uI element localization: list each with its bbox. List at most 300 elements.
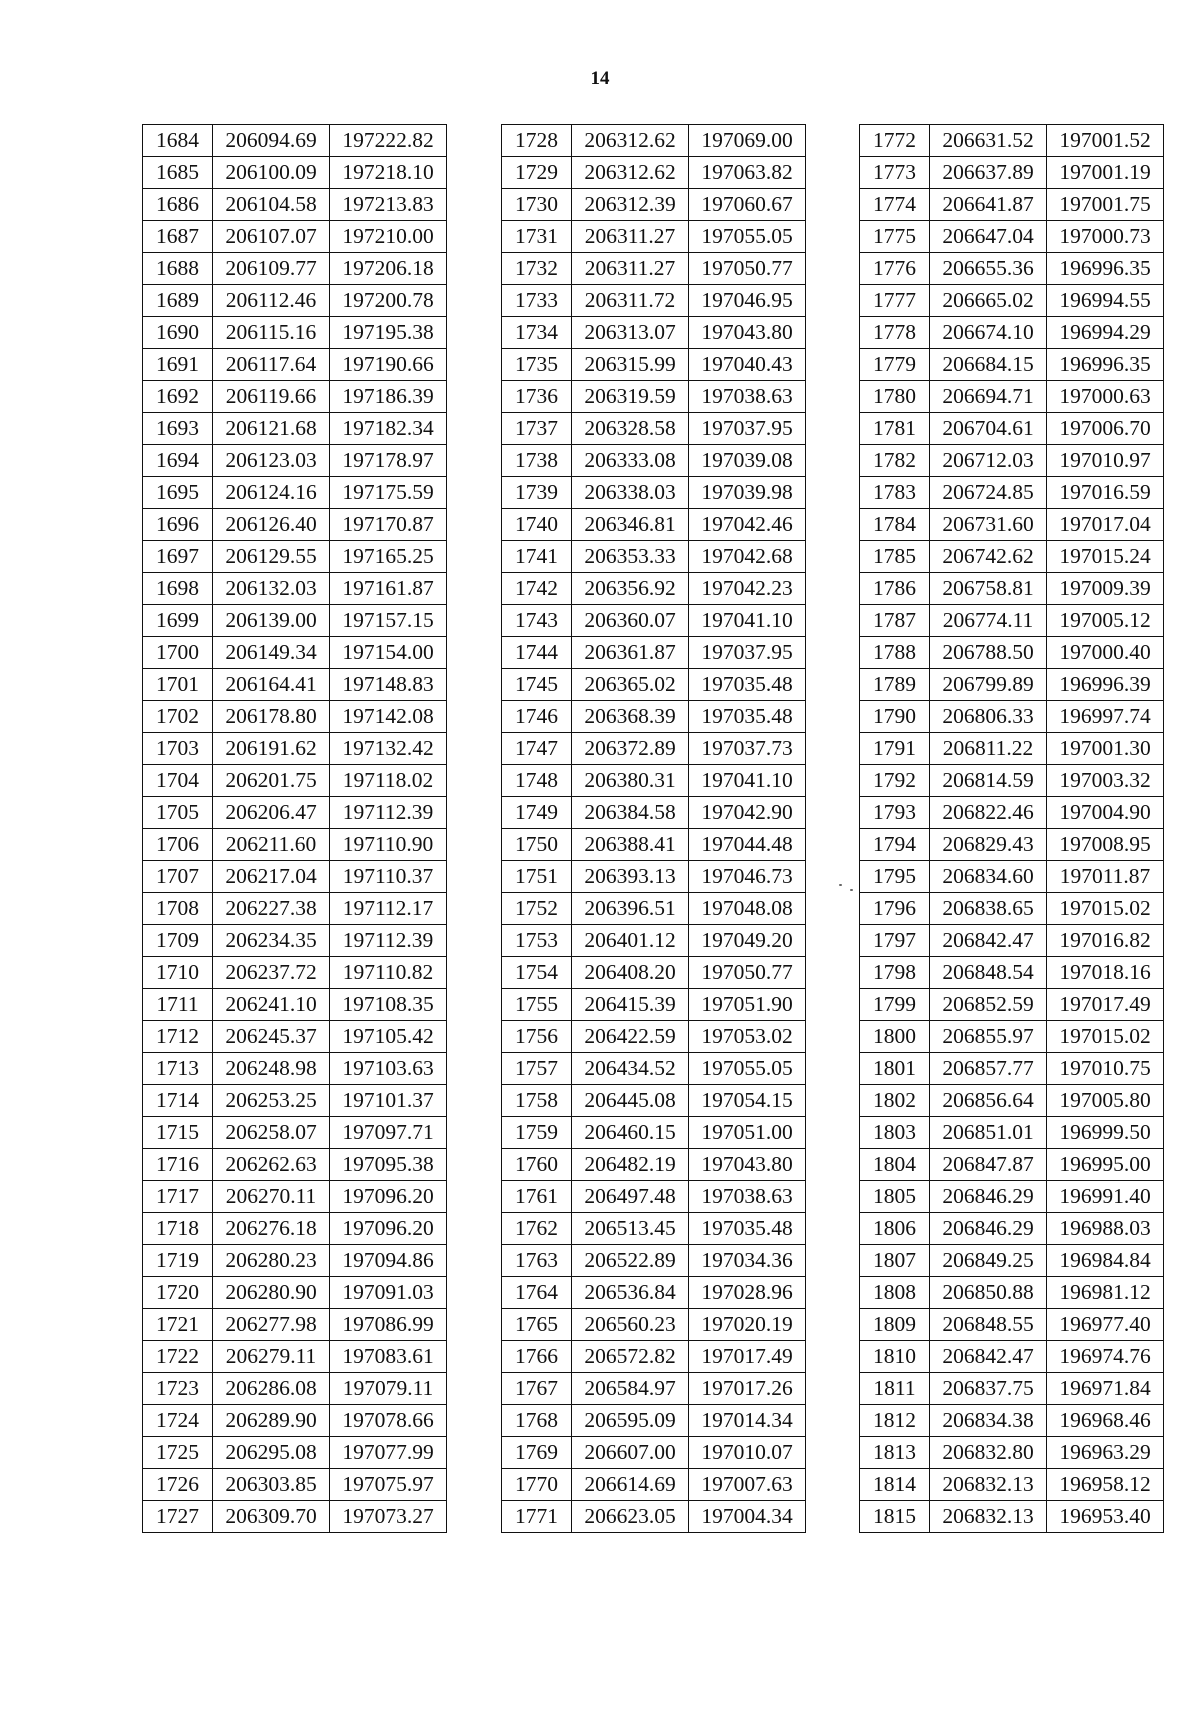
y-coordinate-cell: 197178.97 bbox=[330, 445, 447, 477]
y-coordinate-cell: 197213.83 bbox=[330, 189, 447, 221]
x-coordinate-cell: 206368.39 bbox=[572, 701, 689, 733]
point-number-cell: 1747 bbox=[502, 733, 572, 765]
point-number-cell: 1782 bbox=[860, 445, 930, 477]
y-coordinate-cell: 197079.11 bbox=[330, 1373, 447, 1405]
table-row bbox=[860, 1277, 1164, 1309]
x-coordinate-cell: 206117.64 bbox=[213, 349, 330, 381]
point-number-cell: 1806 bbox=[860, 1213, 930, 1245]
table-row bbox=[502, 733, 806, 765]
x-coordinate-cell: 206132.03 bbox=[213, 573, 330, 605]
x-coordinate-cell: 206388.41 bbox=[572, 829, 689, 861]
x-coordinate-cell: 206846.29 bbox=[930, 1181, 1047, 1213]
y-coordinate-cell: 197069.00 bbox=[689, 125, 806, 157]
x-coordinate-cell: 206731.60 bbox=[930, 509, 1047, 541]
table-row bbox=[860, 637, 1164, 669]
table-row bbox=[860, 1341, 1164, 1373]
table-row bbox=[860, 989, 1164, 1021]
y-coordinate-cell: 196963.29 bbox=[1047, 1437, 1164, 1469]
x-coordinate-cell: 206834.38 bbox=[930, 1405, 1047, 1437]
y-coordinate-cell: 197170.87 bbox=[330, 509, 447, 541]
table-row bbox=[143, 1245, 447, 1277]
point-number-cell: 1706 bbox=[143, 829, 213, 861]
table-row bbox=[502, 477, 806, 509]
y-coordinate-cell: 197042.68 bbox=[689, 541, 806, 573]
table-row bbox=[143, 1309, 447, 1341]
y-coordinate-cell: 197175.59 bbox=[330, 477, 447, 509]
x-coordinate-cell: 206832.13 bbox=[930, 1501, 1047, 1533]
y-coordinate-cell: 197017.49 bbox=[689, 1341, 806, 1373]
table-row bbox=[502, 413, 806, 445]
x-coordinate-cell: 206832.13 bbox=[930, 1469, 1047, 1501]
table-row bbox=[143, 637, 447, 669]
x-coordinate-cell: 206248.98 bbox=[213, 1053, 330, 1085]
point-number-cell: 1776 bbox=[860, 253, 930, 285]
y-coordinate-cell: 197050.77 bbox=[689, 253, 806, 285]
x-coordinate-cell: 206788.50 bbox=[930, 637, 1047, 669]
point-number-cell: 1791 bbox=[860, 733, 930, 765]
x-coordinate-cell: 206684.15 bbox=[930, 349, 1047, 381]
y-coordinate-cell: 197073.27 bbox=[330, 1501, 447, 1533]
point-number-cell: 1689 bbox=[143, 285, 213, 317]
y-coordinate-cell: 197038.63 bbox=[689, 381, 806, 413]
point-number-cell: 1744 bbox=[502, 637, 572, 669]
point-number-cell: 1781 bbox=[860, 413, 930, 445]
y-coordinate-cell: 197063.82 bbox=[689, 157, 806, 189]
table-row bbox=[143, 221, 447, 253]
x-coordinate-cell: 206631.52 bbox=[930, 125, 1047, 157]
x-coordinate-cell: 206258.07 bbox=[213, 1117, 330, 1149]
x-coordinate-cell: 206857.77 bbox=[930, 1053, 1047, 1085]
x-coordinate-cell: 206312.62 bbox=[572, 157, 689, 189]
x-coordinate-cell: 206279.11 bbox=[213, 1341, 330, 1373]
table-row bbox=[143, 285, 447, 317]
y-coordinate-cell: 197043.80 bbox=[689, 317, 806, 349]
y-coordinate-cell: 197001.30 bbox=[1047, 733, 1164, 765]
x-coordinate-cell: 206315.99 bbox=[572, 349, 689, 381]
point-number-cell: 1700 bbox=[143, 637, 213, 669]
y-coordinate-cell: 197000.73 bbox=[1047, 221, 1164, 253]
x-coordinate-cell: 206356.92 bbox=[572, 573, 689, 605]
table-row bbox=[502, 1437, 806, 1469]
point-number-cell: 1810 bbox=[860, 1341, 930, 1373]
point-number-cell: 1766 bbox=[502, 1341, 572, 1373]
table-row bbox=[502, 989, 806, 1021]
table-row bbox=[860, 285, 1164, 317]
coordinate-table-3 bbox=[859, 124, 1164, 1533]
y-coordinate-cell: 196974.76 bbox=[1047, 1341, 1164, 1373]
table-row bbox=[143, 1373, 447, 1405]
x-coordinate-cell: 206311.27 bbox=[572, 221, 689, 253]
point-number-cell: 1789 bbox=[860, 669, 930, 701]
table-row bbox=[860, 253, 1164, 285]
table-row bbox=[143, 381, 447, 413]
point-number-cell: 1719 bbox=[143, 1245, 213, 1277]
y-coordinate-cell: 197014.34 bbox=[689, 1405, 806, 1437]
table-row bbox=[143, 445, 447, 477]
table-row bbox=[860, 445, 1164, 477]
table-row bbox=[143, 893, 447, 925]
x-coordinate-cell: 206124.16 bbox=[213, 477, 330, 509]
table-row bbox=[143, 573, 447, 605]
x-coordinate-cell: 206361.87 bbox=[572, 637, 689, 669]
x-coordinate-cell: 206139.00 bbox=[213, 605, 330, 637]
point-number-cell: 1721 bbox=[143, 1309, 213, 1341]
x-coordinate-cell: 206560.23 bbox=[572, 1309, 689, 1341]
y-coordinate-cell: 197039.08 bbox=[689, 445, 806, 477]
x-coordinate-cell: 206842.47 bbox=[930, 1341, 1047, 1373]
y-coordinate-cell: 197017.49 bbox=[1047, 989, 1164, 1021]
y-coordinate-cell: 197035.48 bbox=[689, 669, 806, 701]
x-coordinate-cell: 206270.11 bbox=[213, 1181, 330, 1213]
x-coordinate-cell: 206445.08 bbox=[572, 1085, 689, 1117]
x-coordinate-cell: 206346.81 bbox=[572, 509, 689, 541]
y-coordinate-cell: 197165.25 bbox=[330, 541, 447, 573]
y-coordinate-cell: 197044.48 bbox=[689, 829, 806, 861]
y-coordinate-cell: 197041.10 bbox=[689, 605, 806, 637]
table-row bbox=[502, 1405, 806, 1437]
table-row bbox=[502, 893, 806, 925]
x-coordinate-cell: 206806.33 bbox=[930, 701, 1047, 733]
y-coordinate-cell: 197186.39 bbox=[330, 381, 447, 413]
table-row bbox=[502, 509, 806, 541]
x-coordinate-cell: 206837.75 bbox=[930, 1373, 1047, 1405]
table-row bbox=[860, 829, 1164, 861]
point-number-cell: 1727 bbox=[143, 1501, 213, 1533]
table-row bbox=[143, 1181, 447, 1213]
y-coordinate-cell: 196977.40 bbox=[1047, 1309, 1164, 1341]
point-number-cell: 1772 bbox=[860, 125, 930, 157]
table-row bbox=[502, 1501, 806, 1533]
point-number-cell: 1738 bbox=[502, 445, 572, 477]
table-row bbox=[860, 317, 1164, 349]
y-coordinate-cell: 197132.42 bbox=[330, 733, 447, 765]
table-row bbox=[143, 1501, 447, 1533]
y-coordinate-cell: 197035.48 bbox=[689, 1213, 806, 1245]
point-number-cell: 1804 bbox=[860, 1149, 930, 1181]
table-row bbox=[502, 1085, 806, 1117]
y-coordinate-cell: 197037.73 bbox=[689, 733, 806, 765]
scan-speck bbox=[839, 884, 842, 886]
table-row bbox=[860, 1117, 1164, 1149]
page-number: 14 bbox=[590, 68, 610, 89]
x-coordinate-cell: 206848.54 bbox=[930, 957, 1047, 989]
table-row bbox=[860, 765, 1164, 797]
table-row bbox=[143, 605, 447, 637]
point-number-cell: 1698 bbox=[143, 573, 213, 605]
table-row bbox=[860, 413, 1164, 445]
y-coordinate-cell: 197004.90 bbox=[1047, 797, 1164, 829]
table-row bbox=[860, 1053, 1164, 1085]
x-coordinate-cell: 206847.87 bbox=[930, 1149, 1047, 1181]
x-coordinate-cell: 206123.03 bbox=[213, 445, 330, 477]
y-coordinate-cell: 197015.24 bbox=[1047, 541, 1164, 573]
table-row bbox=[860, 701, 1164, 733]
point-number-cell: 1712 bbox=[143, 1021, 213, 1053]
y-coordinate-cell: 197110.82 bbox=[330, 957, 447, 989]
table-row bbox=[143, 1085, 447, 1117]
table-row bbox=[502, 637, 806, 669]
x-coordinate-cell: 206241.10 bbox=[213, 989, 330, 1021]
y-coordinate-cell: 197222.82 bbox=[330, 125, 447, 157]
y-coordinate-cell: 197003.32 bbox=[1047, 765, 1164, 797]
table-row bbox=[860, 893, 1164, 925]
point-number-cell: 1708 bbox=[143, 893, 213, 925]
x-coordinate-cell: 206276.18 bbox=[213, 1213, 330, 1245]
x-coordinate-cell: 206112.46 bbox=[213, 285, 330, 317]
table-row bbox=[143, 253, 447, 285]
point-number-cell: 1748 bbox=[502, 765, 572, 797]
point-number-cell: 1770 bbox=[502, 1469, 572, 1501]
y-coordinate-cell: 197009.39 bbox=[1047, 573, 1164, 605]
point-number-cell: 1691 bbox=[143, 349, 213, 381]
point-number-cell: 1785 bbox=[860, 541, 930, 573]
table-row bbox=[860, 605, 1164, 637]
point-number-cell: 1755 bbox=[502, 989, 572, 1021]
y-coordinate-cell: 197190.66 bbox=[330, 349, 447, 381]
point-number-cell: 1803 bbox=[860, 1117, 930, 1149]
table-row bbox=[860, 349, 1164, 381]
x-coordinate-cell: 206280.23 bbox=[213, 1245, 330, 1277]
y-coordinate-cell: 196995.00 bbox=[1047, 1149, 1164, 1181]
x-coordinate-cell: 206312.62 bbox=[572, 125, 689, 157]
point-number-cell: 1763 bbox=[502, 1245, 572, 1277]
x-coordinate-cell: 206536.84 bbox=[572, 1277, 689, 1309]
x-coordinate-cell: 206694.71 bbox=[930, 381, 1047, 413]
point-number-cell: 1693 bbox=[143, 413, 213, 445]
y-coordinate-cell: 197095.38 bbox=[330, 1149, 447, 1181]
table-row bbox=[502, 1245, 806, 1277]
x-coordinate-cell: 206497.48 bbox=[572, 1181, 689, 1213]
point-number-cell: 1774 bbox=[860, 189, 930, 221]
y-coordinate-cell: 197103.63 bbox=[330, 1053, 447, 1085]
x-coordinate-cell: 206758.81 bbox=[930, 573, 1047, 605]
table-row bbox=[860, 221, 1164, 253]
table-row bbox=[860, 1245, 1164, 1277]
table-row bbox=[860, 797, 1164, 829]
y-coordinate-cell: 197086.99 bbox=[330, 1309, 447, 1341]
x-coordinate-cell: 206211.60 bbox=[213, 829, 330, 861]
table-row bbox=[860, 925, 1164, 957]
y-coordinate-cell: 196981.12 bbox=[1047, 1277, 1164, 1309]
table-row bbox=[502, 701, 806, 733]
x-coordinate-cell: 206856.64 bbox=[930, 1085, 1047, 1117]
y-coordinate-cell: 197094.86 bbox=[330, 1245, 447, 1277]
table-row bbox=[860, 861, 1164, 893]
x-coordinate-cell: 206434.52 bbox=[572, 1053, 689, 1085]
point-number-cell: 1688 bbox=[143, 253, 213, 285]
table-row bbox=[860, 157, 1164, 189]
y-coordinate-cell: 197046.95 bbox=[689, 285, 806, 317]
point-number-cell: 1714 bbox=[143, 1085, 213, 1117]
x-coordinate-cell: 206401.12 bbox=[572, 925, 689, 957]
point-number-cell: 1739 bbox=[502, 477, 572, 509]
point-number-cell: 1788 bbox=[860, 637, 930, 669]
point-number-cell: 1725 bbox=[143, 1437, 213, 1469]
table-row bbox=[860, 125, 1164, 157]
y-coordinate-cell: 197037.95 bbox=[689, 637, 806, 669]
table-row bbox=[502, 765, 806, 797]
x-coordinate-cell: 206712.03 bbox=[930, 445, 1047, 477]
point-number-cell: 1805 bbox=[860, 1181, 930, 1213]
point-number-cell: 1731 bbox=[502, 221, 572, 253]
x-coordinate-cell: 206647.04 bbox=[930, 221, 1047, 253]
x-coordinate-cell: 206380.31 bbox=[572, 765, 689, 797]
table-row bbox=[860, 1469, 1164, 1501]
point-number-cell: 1742 bbox=[502, 573, 572, 605]
table-row bbox=[143, 413, 447, 445]
point-number-cell: 1812 bbox=[860, 1405, 930, 1437]
y-coordinate-cell: 197110.37 bbox=[330, 861, 447, 893]
table-row bbox=[860, 1149, 1164, 1181]
point-number-cell: 1687 bbox=[143, 221, 213, 253]
point-number-cell: 1756 bbox=[502, 1021, 572, 1053]
y-coordinate-cell: 197054.15 bbox=[689, 1085, 806, 1117]
table-row bbox=[502, 349, 806, 381]
x-coordinate-cell: 206164.41 bbox=[213, 669, 330, 701]
y-coordinate-cell: 197060.67 bbox=[689, 189, 806, 221]
x-coordinate-cell: 206832.80 bbox=[930, 1437, 1047, 1469]
y-coordinate-cell: 197005.80 bbox=[1047, 1085, 1164, 1117]
x-coordinate-cell: 206237.72 bbox=[213, 957, 330, 989]
y-coordinate-cell: 197110.90 bbox=[330, 829, 447, 861]
point-number-cell: 1684 bbox=[143, 125, 213, 157]
point-number-cell: 1773 bbox=[860, 157, 930, 189]
y-coordinate-cell: 197083.61 bbox=[330, 1341, 447, 1373]
table-row bbox=[502, 957, 806, 989]
y-coordinate-cell: 197042.23 bbox=[689, 573, 806, 605]
x-coordinate-cell: 206572.82 bbox=[572, 1341, 689, 1373]
y-coordinate-cell: 197050.77 bbox=[689, 957, 806, 989]
y-coordinate-cell: 197028.96 bbox=[689, 1277, 806, 1309]
table-row bbox=[502, 1021, 806, 1053]
y-coordinate-cell: 197206.18 bbox=[330, 253, 447, 285]
table-row bbox=[502, 861, 806, 893]
y-coordinate-cell: 197006.70 bbox=[1047, 413, 1164, 445]
y-coordinate-cell: 197015.02 bbox=[1047, 893, 1164, 925]
point-number-cell: 1703 bbox=[143, 733, 213, 765]
x-coordinate-cell: 206513.45 bbox=[572, 1213, 689, 1245]
point-number-cell: 1696 bbox=[143, 509, 213, 541]
table-row bbox=[502, 189, 806, 221]
table-row bbox=[502, 925, 806, 957]
point-number-cell: 1814 bbox=[860, 1469, 930, 1501]
x-coordinate-cell: 206482.19 bbox=[572, 1149, 689, 1181]
point-number-cell: 1754 bbox=[502, 957, 572, 989]
table-row bbox=[502, 797, 806, 829]
point-number-cell: 1743 bbox=[502, 605, 572, 637]
point-number-cell: 1702 bbox=[143, 701, 213, 733]
point-number-cell: 1705 bbox=[143, 797, 213, 829]
y-coordinate-cell: 197051.90 bbox=[689, 989, 806, 1021]
x-coordinate-cell: 206338.03 bbox=[572, 477, 689, 509]
table-row bbox=[860, 381, 1164, 413]
y-coordinate-cell: 197154.00 bbox=[330, 637, 447, 669]
point-number-cell: 1746 bbox=[502, 701, 572, 733]
table-row bbox=[502, 1277, 806, 1309]
y-coordinate-cell: 197105.42 bbox=[330, 1021, 447, 1053]
y-coordinate-cell: 197200.78 bbox=[330, 285, 447, 317]
y-coordinate-cell: 196996.35 bbox=[1047, 349, 1164, 381]
y-coordinate-cell: 197112.39 bbox=[330, 925, 447, 957]
table-row bbox=[502, 1053, 806, 1085]
table-row bbox=[143, 797, 447, 829]
point-number-cell: 1815 bbox=[860, 1501, 930, 1533]
point-number-cell: 1751 bbox=[502, 861, 572, 893]
table-row bbox=[860, 509, 1164, 541]
y-coordinate-cell: 197091.03 bbox=[330, 1277, 447, 1309]
point-number-cell: 1735 bbox=[502, 349, 572, 381]
y-coordinate-cell: 196991.40 bbox=[1047, 1181, 1164, 1213]
table-row bbox=[502, 1213, 806, 1245]
y-coordinate-cell: 196958.12 bbox=[1047, 1469, 1164, 1501]
table-row bbox=[860, 1213, 1164, 1245]
x-coordinate-cell: 206319.59 bbox=[572, 381, 689, 413]
point-number-cell: 1800 bbox=[860, 1021, 930, 1053]
y-coordinate-cell: 197038.63 bbox=[689, 1181, 806, 1213]
table-row bbox=[143, 669, 447, 701]
point-number-cell: 1760 bbox=[502, 1149, 572, 1181]
x-coordinate-cell: 206422.59 bbox=[572, 1021, 689, 1053]
y-coordinate-cell: 197112.39 bbox=[330, 797, 447, 829]
y-coordinate-cell: 196988.03 bbox=[1047, 1213, 1164, 1245]
table-row bbox=[143, 541, 447, 573]
x-coordinate-cell: 206245.37 bbox=[213, 1021, 330, 1053]
table-row bbox=[143, 1437, 447, 1469]
point-number-cell: 1780 bbox=[860, 381, 930, 413]
x-coordinate-cell: 206623.05 bbox=[572, 1501, 689, 1533]
table-row bbox=[143, 509, 447, 541]
point-number-cell: 1697 bbox=[143, 541, 213, 573]
x-coordinate-cell: 206814.59 bbox=[930, 765, 1047, 797]
point-number-cell: 1728 bbox=[502, 125, 572, 157]
x-coordinate-cell: 206201.75 bbox=[213, 765, 330, 797]
table-row bbox=[143, 1213, 447, 1245]
table-row bbox=[143, 829, 447, 861]
x-coordinate-cell: 206295.08 bbox=[213, 1437, 330, 1469]
y-coordinate-cell: 197142.08 bbox=[330, 701, 447, 733]
y-coordinate-cell: 197096.20 bbox=[330, 1213, 447, 1245]
table-row bbox=[502, 285, 806, 317]
point-number-cell: 1807 bbox=[860, 1245, 930, 1277]
x-coordinate-cell: 206838.65 bbox=[930, 893, 1047, 925]
point-number-cell: 1813 bbox=[860, 1437, 930, 1469]
point-number-cell: 1711 bbox=[143, 989, 213, 1021]
y-coordinate-cell: 196971.84 bbox=[1047, 1373, 1164, 1405]
point-number-cell: 1759 bbox=[502, 1117, 572, 1149]
point-number-cell: 1787 bbox=[860, 605, 930, 637]
x-coordinate-cell: 206104.58 bbox=[213, 189, 330, 221]
y-coordinate-cell: 197001.52 bbox=[1047, 125, 1164, 157]
table-row bbox=[860, 1181, 1164, 1213]
table-row bbox=[860, 957, 1164, 989]
y-coordinate-cell: 197042.46 bbox=[689, 509, 806, 541]
point-number-cell: 1718 bbox=[143, 1213, 213, 1245]
x-coordinate-cell: 206848.55 bbox=[930, 1309, 1047, 1341]
table-row bbox=[860, 1437, 1164, 1469]
point-number-cell: 1768 bbox=[502, 1405, 572, 1437]
table-row bbox=[502, 253, 806, 285]
x-coordinate-cell: 206206.47 bbox=[213, 797, 330, 829]
point-number-cell: 1750 bbox=[502, 829, 572, 861]
y-coordinate-cell: 197055.05 bbox=[689, 221, 806, 253]
x-coordinate-cell: 206289.90 bbox=[213, 1405, 330, 1437]
point-number-cell: 1704 bbox=[143, 765, 213, 797]
point-number-cell: 1758 bbox=[502, 1085, 572, 1117]
y-coordinate-cell: 197018.16 bbox=[1047, 957, 1164, 989]
x-coordinate-cell: 206191.62 bbox=[213, 733, 330, 765]
table-row bbox=[502, 1117, 806, 1149]
y-coordinate-cell: 197035.48 bbox=[689, 701, 806, 733]
